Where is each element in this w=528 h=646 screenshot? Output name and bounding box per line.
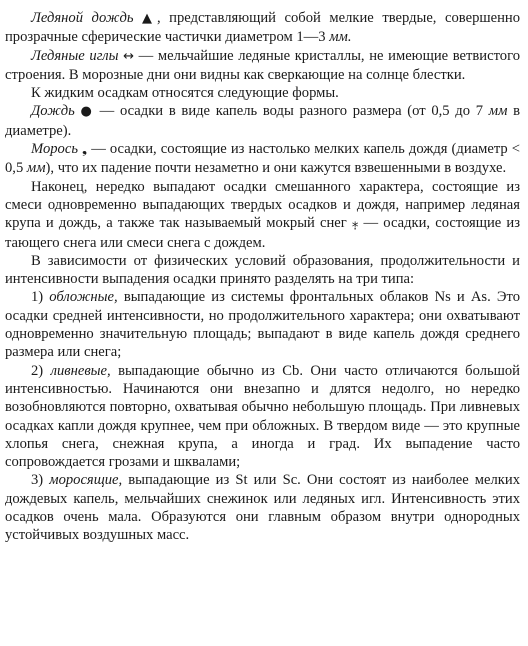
paragraph-ice-rain: Ледяной дождь ▲, представляющий собой мелкие твердые, совершенно прозрачные сферические частички диаметром 1—3 мм.: [5, 10, 520, 46]
term-ice-rain: Ледяной дождь: [31, 10, 134, 26]
paragraph-drizzle: Морось ❟ — осадки, состоящие из настолько мелких капель дождя (диаметр < 0,5 мм), что их падение почти незаметно и они кажутся взвешенными в воздухе.: [5, 141, 520, 177]
paragraph-ice-needles: Ледяные иглы ↔ — мельчайшие ледяные кристаллы, не имеющие ветвистого строения. В морозные дни они видны как сверкающие на солнце блестки.: [5, 47, 520, 83]
paragraph-rain: Дождь ● — осадки в виде капель воды разного размера (от 0,5 до 7 мм в диаметре).: [5, 103, 520, 139]
term-showers: ливневые,: [50, 362, 111, 379]
paragraph-type-2: 2) ливневые, выпадающие обычно из Cb. Они часто отличаются большой интенсивностью. Начинаются они внезапно и длятся недолго, но нередко возобновляются повторно, охватывая обычно небольшую площадь. При ливневых осадках капли дождя крупнее, чем при обложных. В твердом виде — это крупные хлопья снега, снежная крупа, а иногда и град. Их выпадение часто сопровождается грозами и шквалами;: [5, 362, 520, 471]
paragraph-mixed: Наконец, нередко выпадают осадки смешанного характера, состоящие из смеси одновременно выпадающих твердых осадков и дождя, например ледяная крупа и дождь, а также так называемый мокрый снег ⁎̣ — осадки, состоящие из тающего снега или смеси снега с дождем.: [5, 178, 520, 251]
wet-snow-symbol-icon: ⁎̣: [351, 216, 359, 232]
paragraph-liquid-intro: К жидким осадкам относятся следующие формы.: [31, 85, 339, 102]
rain-symbol-icon: ●: [80, 104, 94, 120]
term-stratiform: обложные,: [49, 289, 118, 306]
ice-rain-symbol-icon: ▲: [142, 11, 157, 26]
term-ice-needles: Ледяные иглы: [31, 47, 119, 64]
ice-needles-symbol-icon: ↔: [123, 48, 135, 64]
paragraph-type-3: 3) моросящие, выпадающие из St или Sc. Они состоят из наиболее мелких дождевых капель, мельчайших снежинок или ледяных игл. Интенсивность этих осадков очень мала. Образуются они главным образом внутри однородных устойчивых воздушных масс.: [5, 472, 520, 544]
paragraph-three-types: В зависимости от физических условий образования, продолжительности и интенсивности выпадения осадки принято разделять на три типа:: [5, 252, 520, 288]
drizzle-symbol-icon: ❟: [82, 142, 88, 158]
term-drizzling: моросящие,: [49, 472, 123, 489]
term-drizzle: Морось: [31, 141, 78, 158]
paragraph-type-1: 1) обложные, выпадающие из системы фронтальных облаков Ns и As. Это осадки средней интенсивности, но продолжительного характера; они охватывают одновременно значительную площадь; выпадают в виде капель дождя среднего размера или снега;: [5, 289, 520, 361]
term-rain: Дождь: [31, 103, 75, 120]
